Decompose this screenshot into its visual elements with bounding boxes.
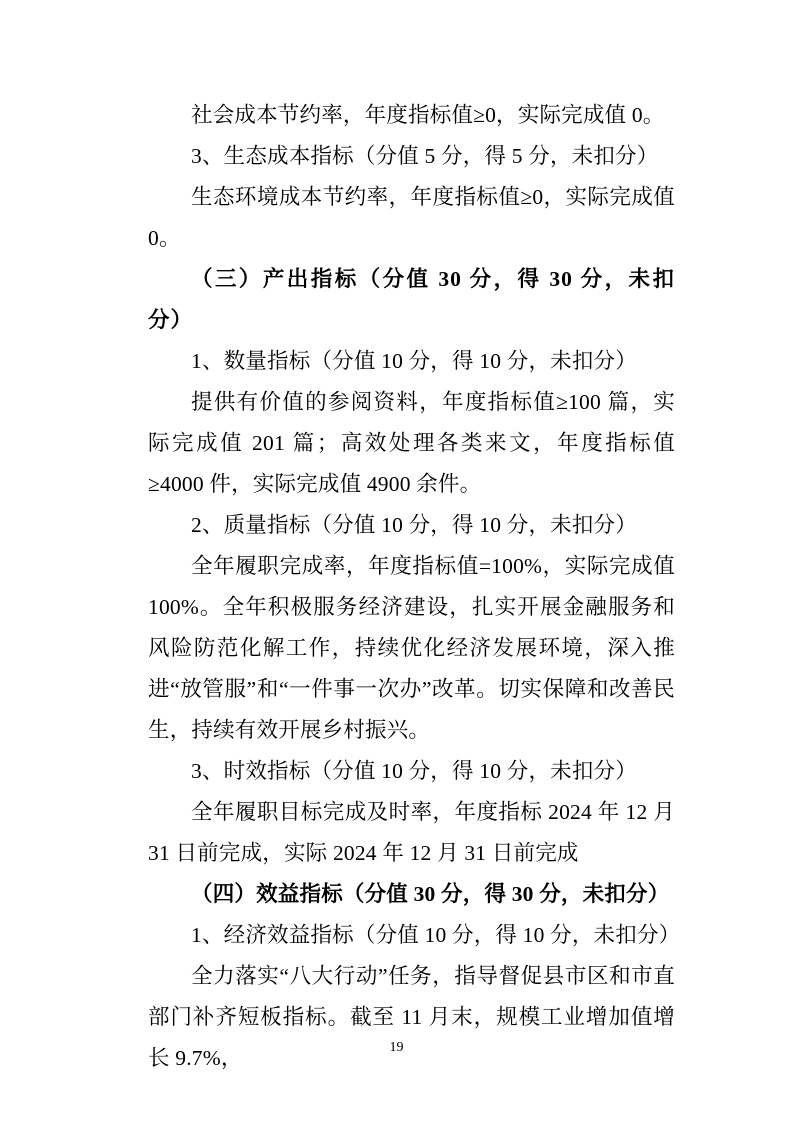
paragraph-quality-indicator-heading: 2、质量指标（分值 10 分，得 10 分，未扣分）: [191, 513, 637, 537]
document-body: [148, 95, 681, 1079]
paragraph-economic-benefit-heading: 1、经济效益指标（分值 10 分，得 10 分，未扣分）: [191, 923, 681, 947]
paragraph-eco-cost-indicator-heading: 3、生态成本指标（分值 5 分，得 5 分，未扣分）: [191, 144, 659, 168]
heading-benefit-indicators: （四）效益指标（分值 30 分，得 30 分，未扣分）: [191, 882, 670, 906]
paragraph-eco-cost-rate: 生态环境成本节约率，年度指标值≥0，实际完成值 0。: [148, 185, 675, 250]
page-number: 19: [389, 1040, 404, 1055]
paragraph-quantity-indicator-detail: 提供有价值的参阅资料，年度指标值≥100 篇，实际完成值 201 篇；高效处理各类来文，年度指标值≥4000 件，实际完成值 4900 余件。: [148, 390, 675, 496]
paragraph-economic-benefit-detail: 全力落实“八大行动”任务，指导督促县市区和市直部门补齐短板指标。截至 11 月末，规模工业增加值增长 9.7%，: [148, 964, 675, 1070]
paragraph-quality-indicator-detail: 全年履职完成率，年度指标值=100%，实际完成值 100%。全年积极服务经济建设，扎实开展金融服务和风险防范化解工作，持续优化经济发展环境，深入推进“放管服”和“一件事一次办”改革。切实保障和改善民生，持续有效开展乡村振兴。: [148, 554, 675, 742]
paragraph-social-cost-rate: 社会成本节约率，年度指标值≥0，实际完成值 0。: [191, 103, 665, 127]
paragraph-quantity-indicator-heading: 1、数量指标（分值 10 分，得 10 分，未扣分）: [191, 349, 637, 373]
heading-output-indicators: （三）产出指标（分值 30 分，得 30 分，未扣分）: [148, 267, 675, 332]
paragraph-timeliness-indicator-detail: 全年履职目标完成及时率，年度指标 2024 年 12 月 31 日前完成，实际 2024 年 12 月 31 日前完成: [148, 800, 675, 865]
paragraph-timeliness-indicator-heading: 3、时效指标（分值 10 分，得 10 分，未扣分）: [191, 759, 637, 783]
